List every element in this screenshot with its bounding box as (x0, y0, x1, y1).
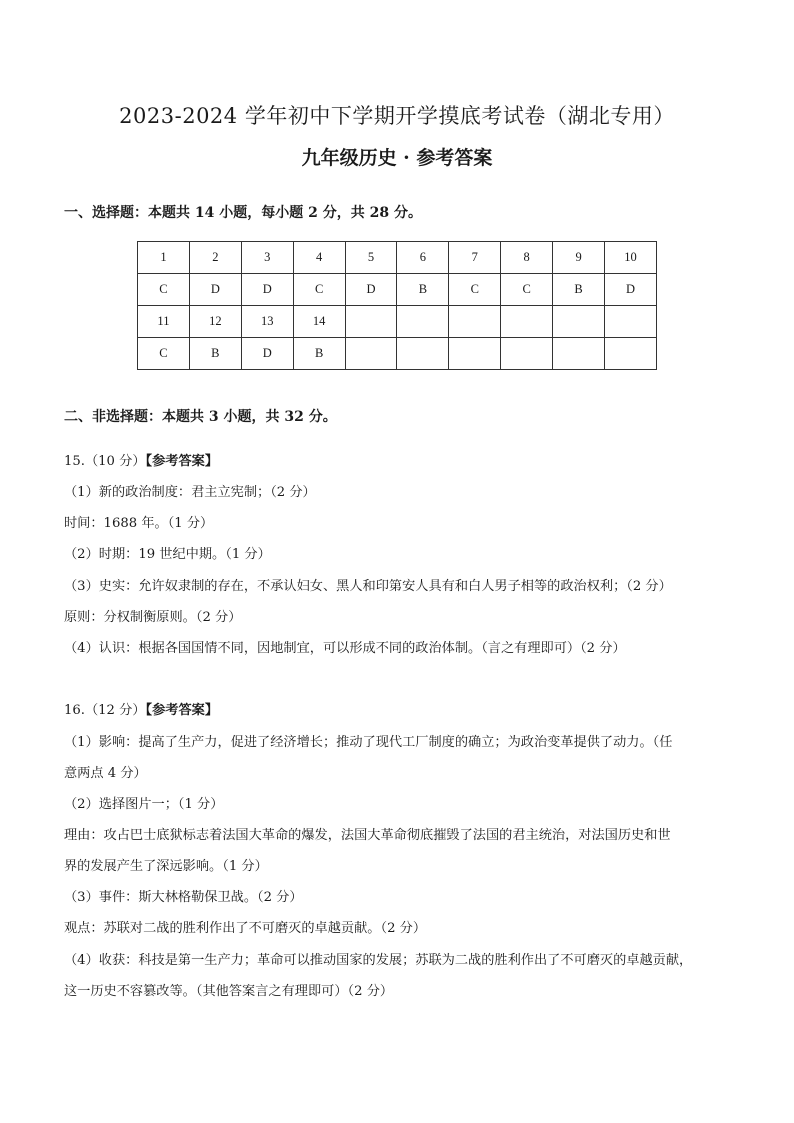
q16-line: 观点：苏联对二战的胜利作出了不可磨灭的卓越贡献。（2 分） (64, 921, 427, 936)
answer-table-cell (397, 338, 449, 370)
answer-table-cell (449, 306, 501, 338)
answer-table-cell: 5 (345, 242, 397, 274)
answer-table-cell (501, 306, 553, 338)
answer-table-cell: 11 (138, 306, 190, 338)
answer-table-cell: 10 (605, 242, 657, 274)
answer-table-cell: 4 (293, 242, 345, 274)
q16-line: 意两点 4 分） (64, 766, 147, 781)
answer-table-cell: 13 (241, 306, 293, 338)
answer-table-cell (553, 306, 605, 338)
q15-line: 原则：分权制衡原则。（2 分） (64, 610, 242, 625)
answer-table-row (138, 338, 657, 370)
q16-line: （4）收获：科技是第一生产力；革命可以推动国家的发展；苏联为二战的胜利作出了不可磨灭的卓越贡献， (64, 953, 693, 968)
answer-table-cell: D (189, 274, 241, 306)
answer-table-cell: B (293, 338, 345, 370)
answer-table-cell: 2 (189, 242, 241, 274)
q15-number: 15.（10 分） (64, 454, 146, 469)
q15-line: （2）时期：19 世纪中期。（1 分） (64, 547, 271, 562)
answer-table-cell: 6 (397, 242, 449, 274)
q16-line: （1）影响：提高了生产力，促进了经济增长；推动了现代工厂制度的确立；为政治变革提供了动力。（任 (64, 735, 673, 750)
q15-line: （3）史实：允许奴隶制的存在，不承认妇女、黑人和印第安人具有和白人男子相等的政治权利；（2 分） (64, 579, 672, 594)
answer-table (137, 241, 657, 370)
answer-table-cell: B (397, 274, 449, 306)
answer-table-cell (345, 338, 397, 370)
answer-table-cell: 12 (189, 306, 241, 338)
answer-table-cell (397, 306, 449, 338)
answer-table-cell: C (293, 274, 345, 306)
section-1-heading: 一、选择题：本题共 14 小题，每小题 2 分，共 28 分。 (64, 205, 422, 221)
answer-table-cell: 3 (241, 242, 293, 274)
answer-table-cell: C (138, 338, 190, 370)
answer-table-cell: C (449, 274, 501, 306)
answer-table-cell: B (189, 338, 241, 370)
q16-line: 理由：攻占巴士底狱标志着法国大革命的爆发，法国大革命彻底摧毁了法国的君主统治，对法国历史和世 (64, 828, 671, 843)
answer-table-cell (449, 338, 501, 370)
answer-table-cell (345, 306, 397, 338)
q15-line: （1）新的政治制度：君主立宪制；（2 分） (64, 485, 316, 500)
document-subtitle: 九年级历史 · 参考答案 (301, 147, 493, 169)
answer-table-cell: B (553, 274, 605, 306)
q16-line: 界的发展产生了深远影响。（1 分） (64, 859, 268, 874)
answer-table-cell (605, 338, 657, 370)
answer-table-cell: D (345, 274, 397, 306)
document-title: 2023-2024 学年初中下学期开学摸底考试卷（湖北专用） (119, 104, 675, 128)
q16-line: （2）选择图片一；（1 分） (64, 797, 224, 812)
answer-table-row (138, 242, 657, 274)
q16-line: 这一历史不容篡改等。（其他答案言之有理即可）（2 分） (64, 984, 394, 999)
q16-header (64, 701, 734, 721)
answer-table-cell: 9 (553, 242, 605, 274)
q16-answer-label: 【参考答案】 (145, 703, 219, 718)
answer-table-cell: 7 (449, 242, 501, 274)
answer-table-cell: C (501, 274, 553, 306)
answer-table-row (138, 274, 657, 306)
answer-table-cell: D (605, 274, 657, 306)
q16-line: （3）事件：斯大林格勒保卫战。（2 分） (64, 890, 303, 905)
section-2-heading: 二、非选择题：本题共 3 小题，共 32 分。 (64, 409, 337, 425)
answer-table-row (138, 306, 657, 338)
answer-table-cell: 1 (138, 242, 190, 274)
q15-line: （4）认识：根据各国国情不同，因地制宜，可以形成不同的政治体制。（言之有理即可）（2 分） (64, 641, 626, 656)
q15-header (64, 452, 734, 472)
answer-table-cell: 14 (293, 306, 345, 338)
answer-table-cell (501, 338, 553, 370)
q15-answer-label: 【参考答案】 (145, 454, 219, 469)
answer-table-cell (553, 338, 605, 370)
answer-table-cell: D (241, 338, 293, 370)
answer-table-cell: 8 (501, 242, 553, 274)
q15-line: 时间：1688 年。（1 分） (64, 516, 214, 531)
answer-table-cell (605, 306, 657, 338)
answer-table-cell: C (138, 274, 190, 306)
answer-table-cell: D (241, 274, 293, 306)
q16-number: 16.（12 分） (64, 703, 146, 718)
